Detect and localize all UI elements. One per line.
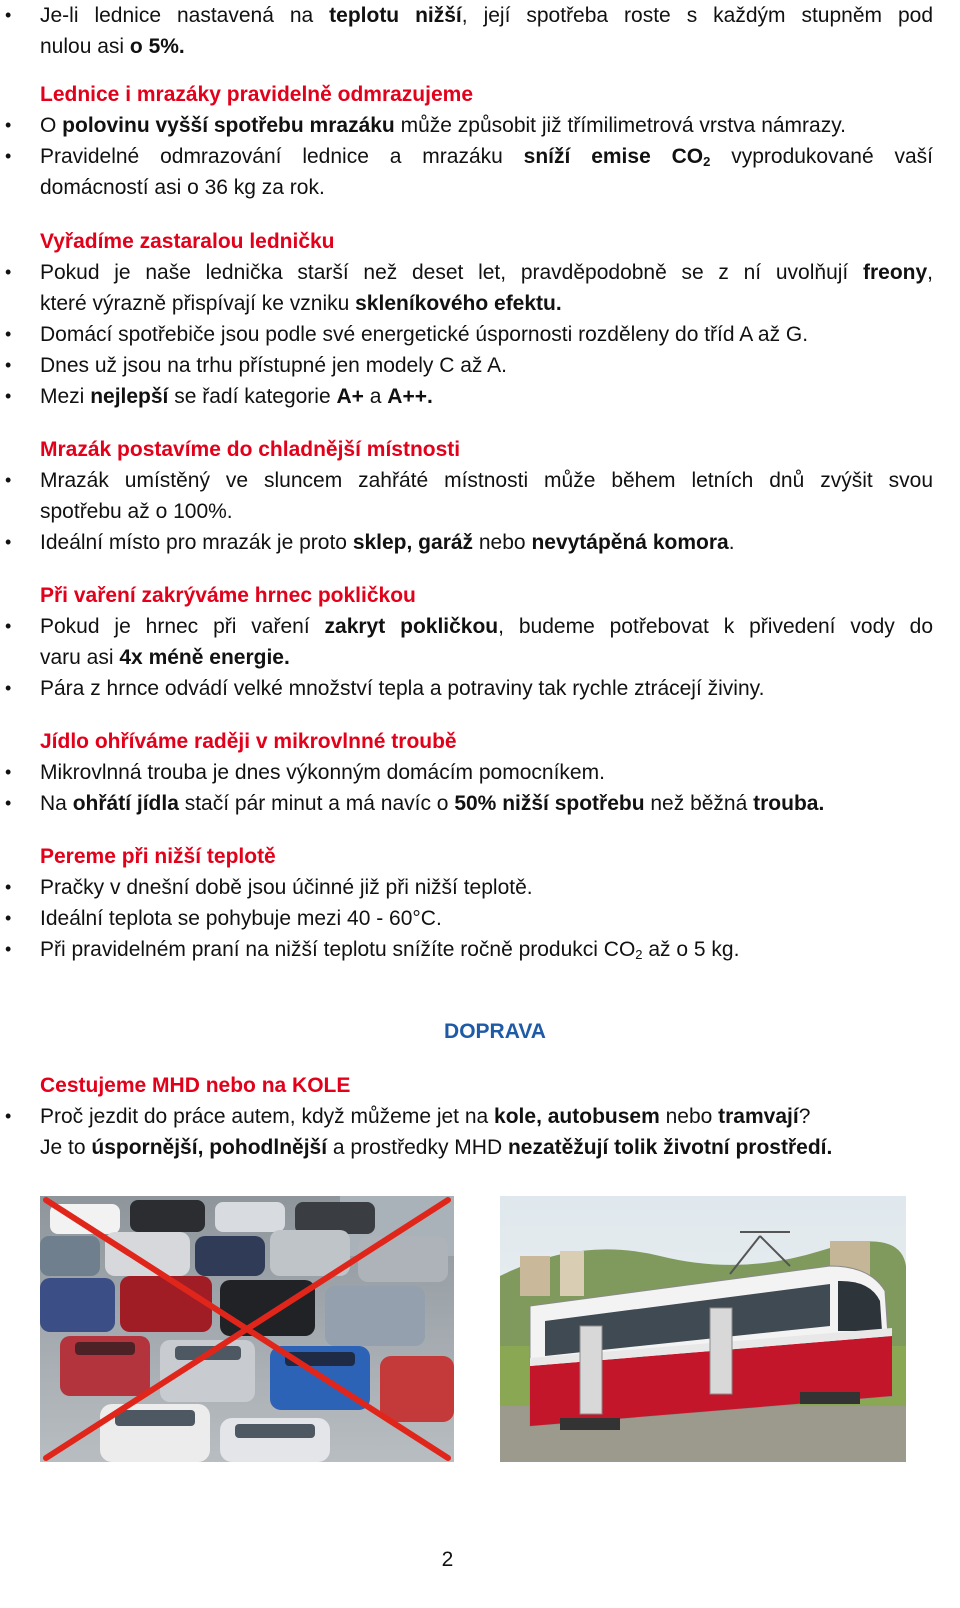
list-item: • Pokud je naše lednička starší než deset let, pravděpodobně se z ní uvolňují freony, — [5, 261, 933, 284]
tram-photo — [500, 1196, 906, 1462]
page-number: 2 — [441, 1548, 454, 1571]
list-item: • Ideální teplota se pohybuje mezi 40 - 60°C. — [5, 907, 442, 930]
section-heading: Při vaření zakrýváme hrnec pokličkou — [40, 584, 416, 607]
list-item: • Ideální místo pro mrazák je proto sklep, garáž nebo nevytápěná komora. — [5, 531, 735, 554]
list-item: • Mrazák umístěný ve sluncem zahřáté místnosti může během letních dnů zvýšit svou — [5, 469, 933, 492]
list-item: • Pravidelné odmrazování lednice a mrazáku sníží emise $CO_2$ vyprodukované vaší — [5, 145, 934, 169]
list-item: • Je-li lednice nastavená na teplotu nižší, její spotřeba roste s každým stupněm pod — [0, 0, 960, 31]
list-item: • Pokud je hrnec při vaření zakryt pokličkou, budeme potřebovat k přivedení vody do — [5, 615, 933, 638]
section-heading: Vyřadíme zastaralou ledničku — [40, 230, 335, 253]
section-heading: Cestujeme MHD nebo na KOLE — [40, 1074, 351, 1097]
section-heading: Pereme při nižší teplotě — [40, 845, 276, 868]
section-heading: Lednice i mrazáky pravidelně odmrazujeme — [40, 83, 474, 106]
list-item-continuation: které výrazně přispívají ke vzniku skleníkového efektu. — [40, 292, 562, 315]
doprava-title: DOPRAVA — [444, 1020, 546, 1043]
list-item: • Při pravidelném praní na nižší teplotu snížíte ročně produkci $CO_2$ až o 5 kg. — [5, 938, 740, 962]
list-item-continuation: nulou asi o 5%. — [40, 35, 185, 58]
list-item: • Mezi nejlepší se řadí kategorie A+ a A++. — [5, 385, 433, 408]
list-item-continuation: varu asi 4x méně energie. — [40, 646, 290, 669]
list-item: • Dnes už jsou na trhu přístupné jen modely C až A. — [5, 354, 507, 377]
list-item: • Mikrovlnná trouba je dnes výkonným domácím pomocníkem. — [5, 761, 605, 784]
list-item: • Na ohřátí jídla stačí pár minut a má navíc o 50% nižší spotřebu než běžná trouba. — [5, 792, 825, 815]
section-heading: Mrazák postavíme do chladnější místnosti — [40, 438, 461, 461]
list-item-continuation: Je to úspornější, pohodlnější a prostředky MHD nezatěžují tolik životní prostředí. — [40, 1136, 833, 1159]
list-item: • Pára z hrnce odvádí velké množství tepla a potraviny tak rychle ztrácejí živiny. — [5, 677, 765, 700]
bullet: • — [5, 5, 12, 25]
car-traffic-photo — [40, 1196, 454, 1462]
section-heading: Jídlo ohříváme raději v mikrovlnné troubě — [40, 730, 457, 753]
list-item: • Proč jezdit do práce autem, když můžeme jet na kole, autobusem nebo tramvají? — [5, 1105, 811, 1128]
list-item-continuation: spotřebu až o 100%. — [40, 500, 233, 523]
list-item: • O polovinu vyšší spotřebu mrazáku může způsobit již třímilimetrová vrstva námrazy. — [5, 114, 846, 137]
list-item: • Pračky v dnešní době jsou účinné již při nižší teplotě. — [5, 876, 533, 899]
list-item-continuation: domácností asi o 36 kg za rok. — [40, 176, 325, 199]
list-item: • Domácí spotřebiče jsou podle své energetické úspornosti rozděleny do tříd A až G. — [5, 323, 809, 346]
